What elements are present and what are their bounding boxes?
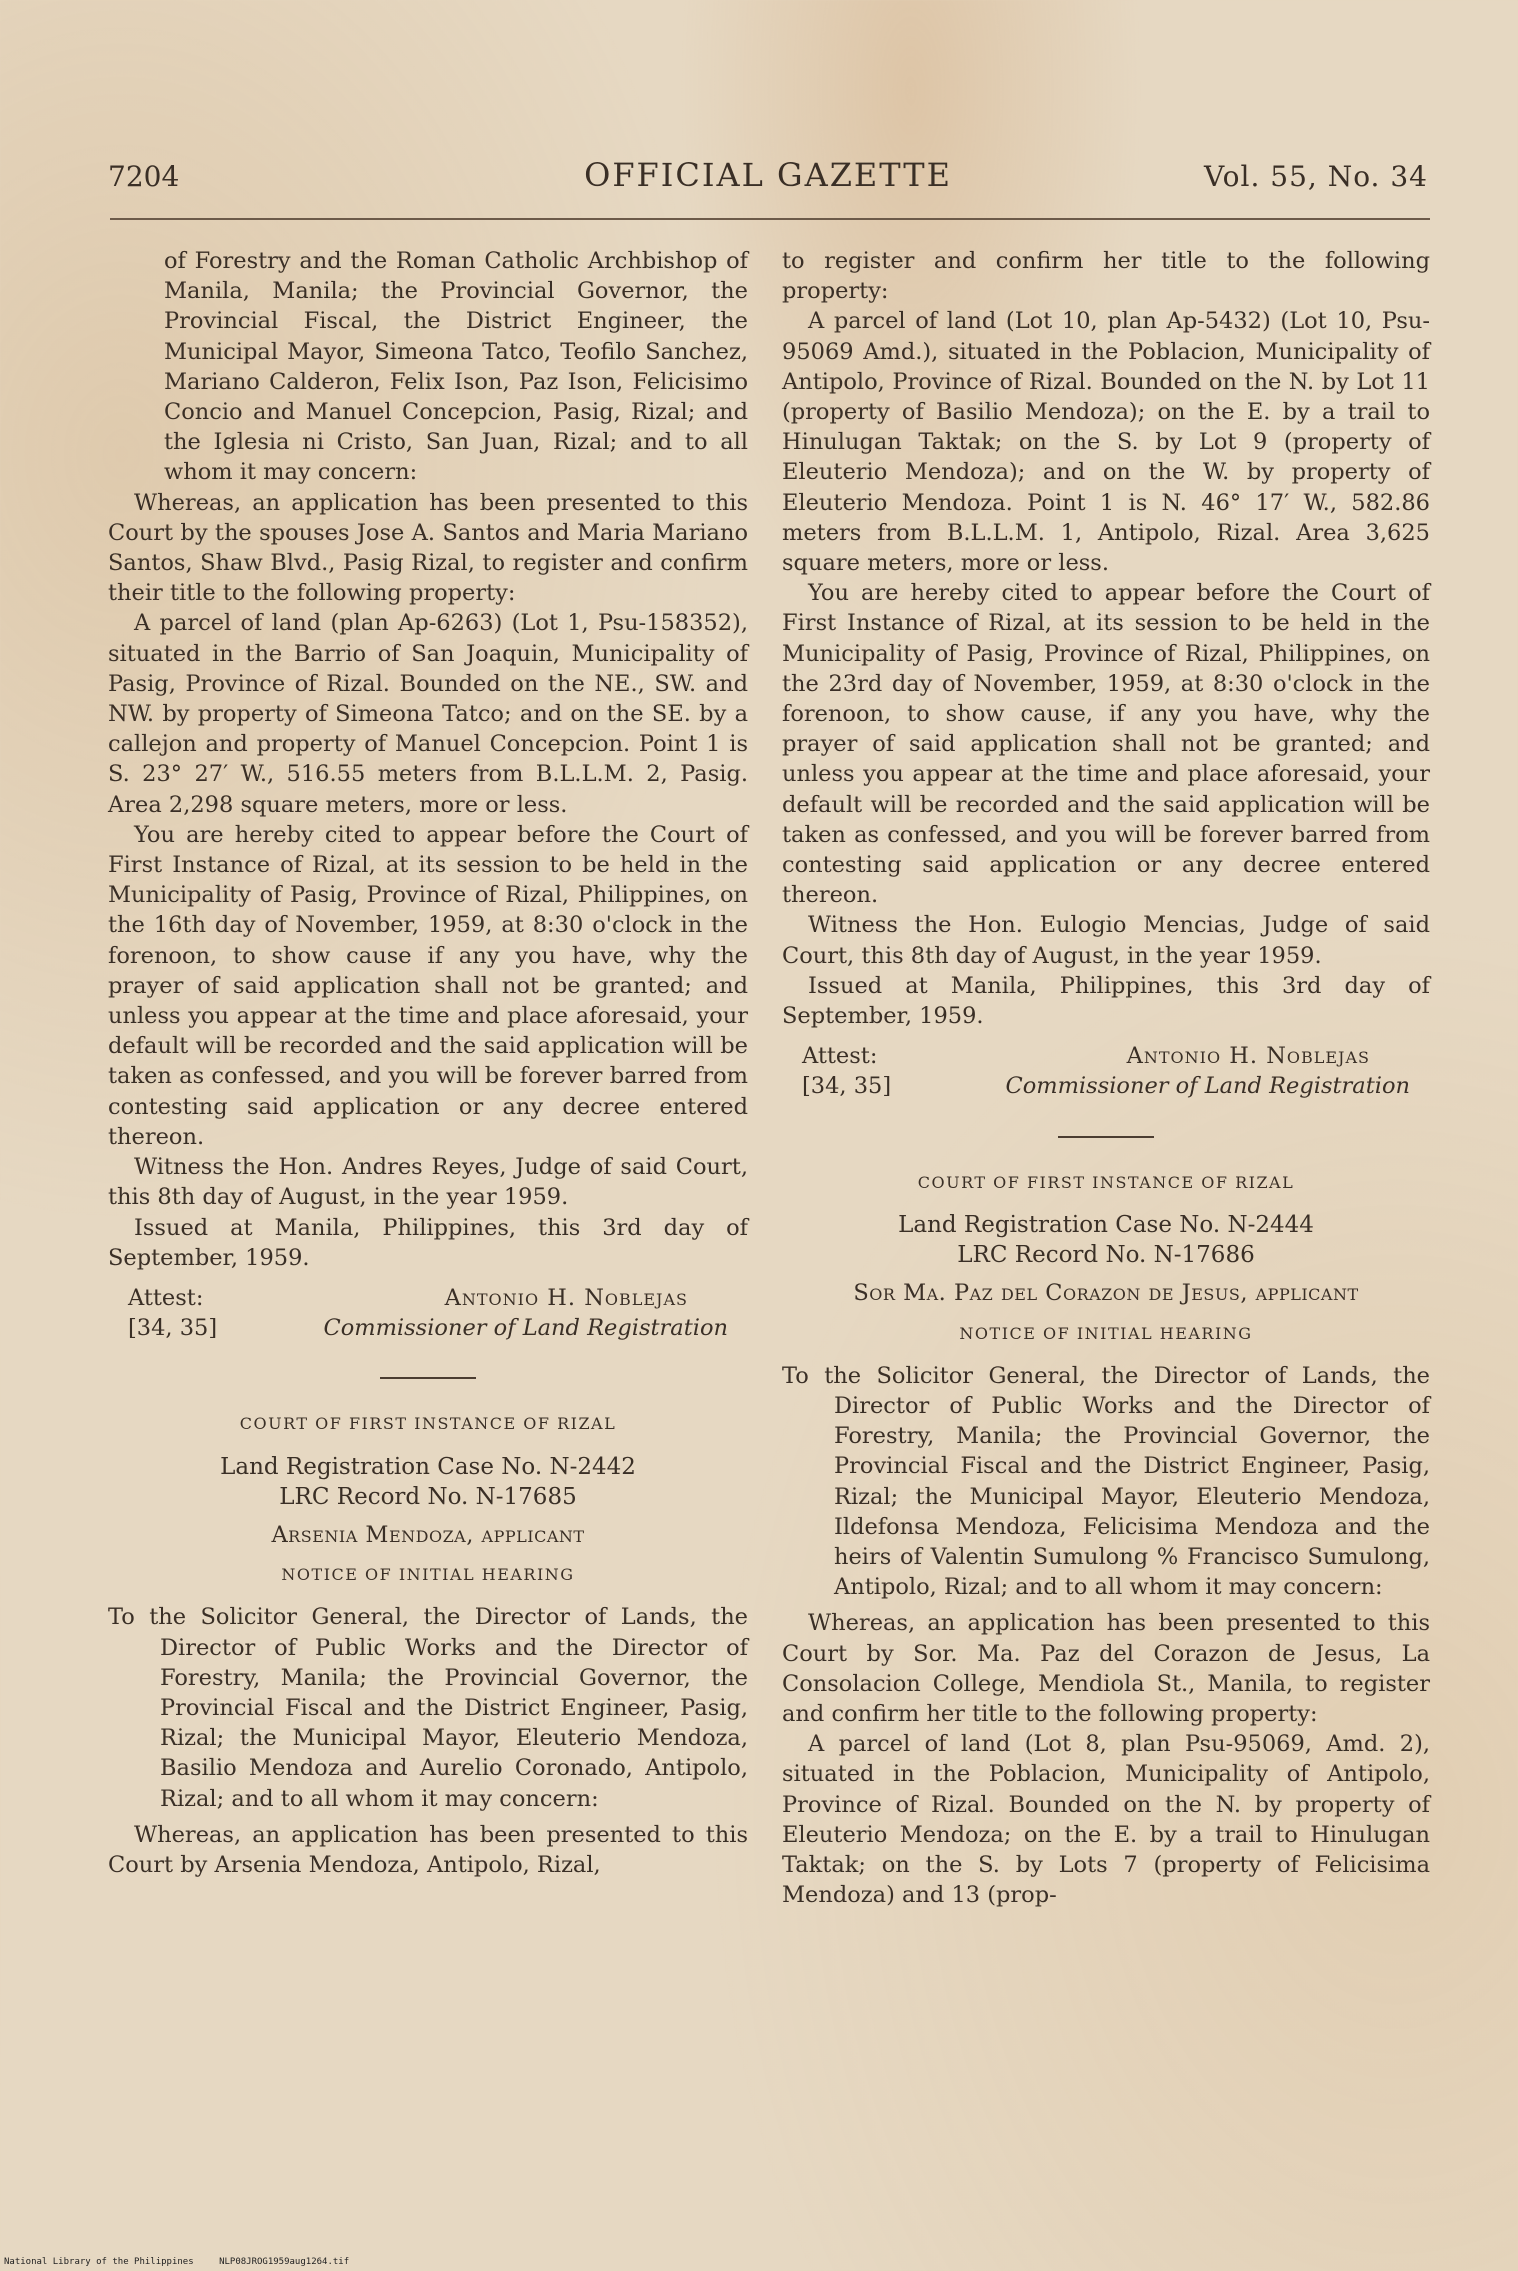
witness-paragraph-2: Witness the Hon. Eulogio Mencias, Judge of said Court, this 8th day of August, in the year 1959. xyxy=(782,912,1430,969)
parcel-description-3: A parcel of land (Lot 8, plan Psu-95069, Amd. 2), situated in the Poblacion, Municipality of Antipolo, Province of Rizal. Bounded on the N. by property of Eleuterio Mendoza; on the E. by a trail to Hinulugan Taktak; on the S. by Lots 7 (property of Felicisima Mendoza) and 13 (prop- xyxy=(782,1731,1430,1909)
citation-paragraph-2: You are hereby cited to appear before the Court of First Instance of Rizal, at its session to be held in the Municipality of Pasig, Province of Rizal, Philippines, on the 23rd day of November, 1959, at 8:30 o'clock in the forenoon, to show cause, if any you have, why the prayer of said application shall not be granted; and unless you appear at the time and place aforesaid, your default will be recorded and the said application will be taken as confessed, and you will be forever barred from contesting said application or any decree entered thereon. xyxy=(782,580,1430,909)
notice-heading: NOTICE OF INITIAL HEARING xyxy=(281,1565,575,1585)
issued-paragraph: Issued at Manila, Philippines, this 3rd day of September, 1959. xyxy=(108,1214,748,1271)
applicant-name-2: Sor Ma. Paz del Corazon de Jesus, applicant xyxy=(853,1280,1359,1307)
whereas-paragraph-2: Whereas, an application has been presented to this Court by Arsenia Mendoza, Antipolo, Rizal, xyxy=(108,1821,748,1878)
attest-label-2: Attest: xyxy=(802,1043,878,1070)
address-continued: of Forestry and the Roman Catholic Archbishop of Manila, Manila; the Provincial Governor, the Provincial Fiscal, the District Engineer, the Municipal Mayor, Simeona Tatco, Teofilo Sanchez, Mariano Calderon, Felix Ison, Paz Ison, Felicisimo Concio and Manuel Concepcion, Pasig, Rizal; and the Iglesia ni Cristo, San Juan, Rizal; and to all whom it may concern: xyxy=(164,248,748,486)
parcel-description: A parcel of land (plan Ap-6263) (Lot 1, Psu-158352), situated in the Barrio of San Joaquin, Municipality of Pasig, Province of Rizal. Bounded on the NE., SW. and NW. by property of Simeona Tatco; and on the SE. by a callejon and property of Manuel Concepcion. Point 1 is S. 23° 27′ W., 516.55 meters from B.L.L.M. 2, Pasig. Area 2,298 square meters, more or less. xyxy=(108,610,748,818)
continued-text: to register and confirm her title to the following property: xyxy=(782,248,1430,305)
signatory-name: Antonio H. Noblejas xyxy=(444,1284,688,1311)
applicant-name: Arsenia Mendoza, applicant xyxy=(271,1521,585,1548)
scan-footer xyxy=(0,2257,1518,2271)
attest-line xyxy=(108,1283,748,1313)
issue-reference: [34, 35] xyxy=(128,1315,218,1342)
notice-heading-2: NOTICE OF INITIAL HEARING xyxy=(959,1323,1253,1343)
court-heading: COURT OF FIRST INSTANCE OF RIZAL xyxy=(239,1414,617,1434)
volume-number: Vol. 55, No. 34 xyxy=(1204,160,1428,193)
page-number: 7204 xyxy=(108,160,180,193)
court-heading-2: COURT OF FIRST INSTANCE OF RIZAL xyxy=(917,1172,1295,1192)
attest-line-2 xyxy=(782,1041,1430,1071)
publication-title: OFFICIAL GAZETTE xyxy=(584,156,952,194)
issue-reference-2: [34, 35] xyxy=(802,1073,892,1100)
signatory-name-2: Antonio H. Noblejas xyxy=(1126,1043,1370,1070)
whereas-paragraph: Whereas, an application has been presented to this Court by the spouses Jose A. Santos and Maria Mariano Santos, Shaw Blvd., Pasig Rizal, to register and confirm their title to the following property: xyxy=(108,489,748,607)
commissioner-line-2 xyxy=(782,1071,1430,1101)
commissioner-line xyxy=(108,1313,748,1343)
attest-label: Attest: xyxy=(128,1284,204,1311)
header-rule xyxy=(110,218,1430,220)
right-column xyxy=(782,246,1430,1910)
commissioner-title-2: Commissioner of Land Registration xyxy=(1005,1073,1410,1100)
case-number: Land Registration Case No. N-2442 xyxy=(220,1453,636,1480)
lrc-record-number-2: LRC Record No. N-17686 xyxy=(957,1242,1255,1269)
addressees-paragraph-2: To the Solicitor General, the Director of Lands, the Director of Public Works and the Director of Forestry, Manila; the Provincial Governor, the Provincial Fiscal and the District Engineer, Pasig, Rizal; the Municipal Mayor, Eleuterio Mendoza, Ildefonsa Mendoza, Felicisima Mendoza and the heirs of Valentin Sumulong % Francisco Sumulong, Antipolo, Rizal; and to all whom it may concern: xyxy=(782,1362,1430,1601)
lrc-record-number: LRC Record No. N-17685 xyxy=(279,1483,577,1510)
section-separator-2 xyxy=(1058,1136,1154,1138)
parcel-description-2: A parcel of land (Lot 10, plan Ap-5432) (Lot 10, Psu-95069 Amd.), situated in the Poblacion, Municipality of Antipolo, Province of Rizal. Bounded on the N. by Lot 11 (property of Basilio Mendoza); on the E. by a trail to Hinulugan Taktak; on the S. by Lot 9 (property of Eleuterio Mendoza); and on the W. by property of Eleuterio Mendoza. Point 1 is N. 46° 17′ W., 582.86 meters from B.L.L.M. 1, Antipolo, Rizal. Area 3,625 square meters, more or less. xyxy=(782,308,1430,577)
commissioner-title: Commissioner of Land Registration xyxy=(323,1315,728,1342)
left-column xyxy=(108,246,748,1880)
witness-paragraph: Witness the Hon. Andres Reyes, Judge of said Court, this 8th day of August, in the year 1959. xyxy=(108,1154,748,1211)
addressees-paragraph: To the Solicitor General, the Director of Lands, the Director of Public Works and the Director of Forestry, Manila; the Provincial Governor, the Provincial Fiscal and the District Engineer, Pasig, Rizal; the Municipal Mayor, Eleuterio Mendoza, Basilio Mendoza and Aurelio Coronado, Antipolo, Rizal; and to all whom it may concern: xyxy=(108,1604,748,1812)
library-credit: National Library of the Philippines xyxy=(4,2257,194,2267)
citation-paragraph: You are hereby cited to appear before the Court of First Instance of Rizal, at its session to be held in the Municipality of Pasig, Province of Rizal, Philippines, on the 16th day of November, 1959, at 8:30 o'clock in the forenoon, to show cause if any you have, why the prayer of said application shall not be granted; and unless you appear at the time and place aforesaid, your default will be recorded and the said application will be taken as confessed, and you will be forever barred from contesting said application or any decree entered thereon. xyxy=(108,821,748,1150)
scan-filename: NLP08JROG1959aug1264.tif xyxy=(219,2257,350,2267)
issued-paragraph-2: Issued at Manila, Philippines, this 3rd day of September, 1959. xyxy=(782,972,1430,1030)
section-separator xyxy=(380,1377,476,1379)
case-number-2: Land Registration Case No. N-2444 xyxy=(898,1211,1314,1238)
whereas-paragraph-3: Whereas, an application has been presented to this Court by Sor. Ma. Paz del Corazon de Jesus, La Consolacion College, Mendiola St., Manila, to register and confirm her title to the following property: xyxy=(782,1610,1430,1727)
page-header xyxy=(108,156,1428,204)
